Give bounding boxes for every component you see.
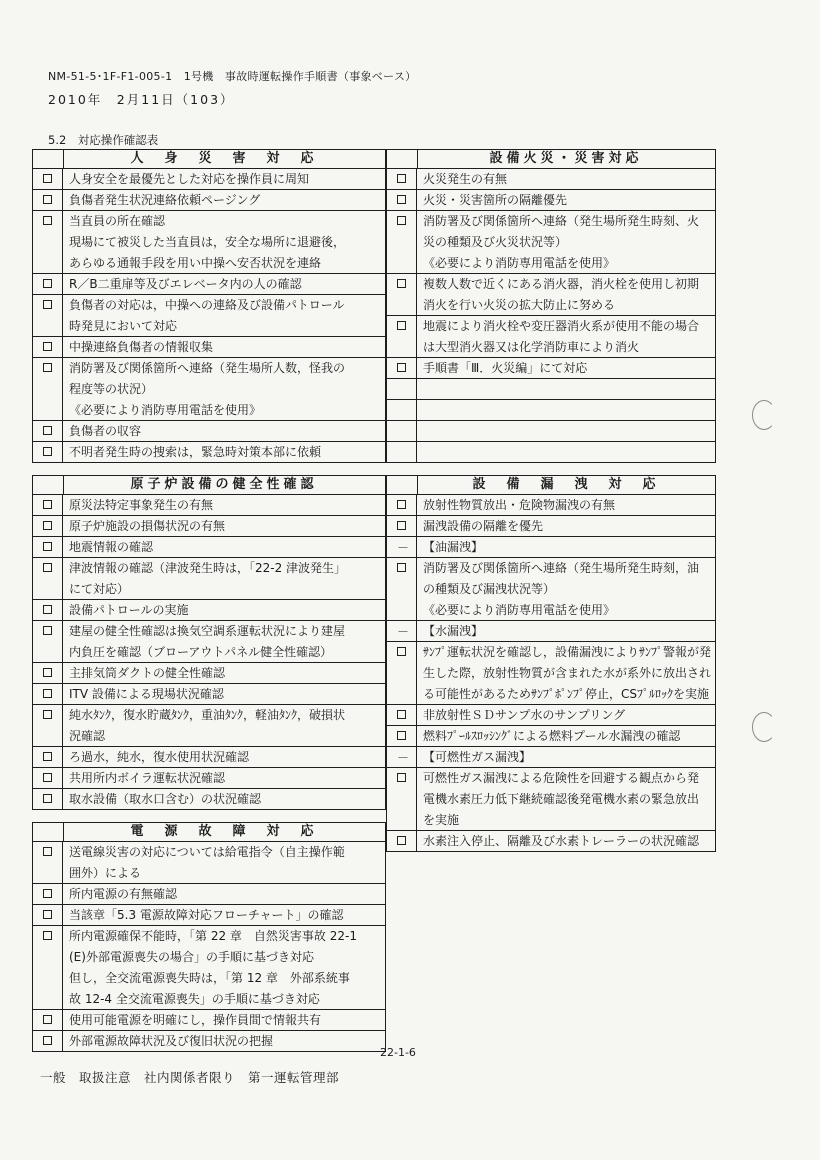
checklist-row [386,537,716,558]
checklist-item-text: 【油漏洩】 [423,540,484,554]
check-cell [387,442,417,462]
checkbox[interactable] [43,363,52,372]
checklist-item-text: 消防署及び関係箇所へ連絡（発生場所人数，怪我の [69,361,346,375]
checkbox[interactable] [43,710,52,719]
check-cell [387,211,417,273]
checklist-row [32,295,386,337]
binder-hole-bottom [752,712,776,742]
checklist-item-text: 可燃性ガス漏洩による危険性を回避する観点から発 [423,771,700,785]
checklist-row [386,211,716,274]
checklist-item-text: 負傷者の収容 [69,424,142,438]
checkbox[interactable] [43,195,52,204]
check-cell [387,705,417,725]
checklist-item-text: 手順書「Ⅲ．火災編」にて対応 [423,361,588,375]
checkbox[interactable] [43,216,52,225]
checklist-item-text: 負傷者発生状況連絡依頼ページング [69,193,261,207]
panel-title [386,475,716,495]
check-cell [33,190,63,210]
checklist-row [386,358,716,379]
checklist-item-text: 純水ﾀﾝｸ，復水貯蔵ﾀﾝｸ，重油ﾀﾝｸ，軽油ﾀﾝｸ，破損状 [69,708,346,722]
checklist-item-text: 地震により消火栓や変圧器消火系が使用不能の場合 [423,319,700,333]
check-cell [387,274,417,315]
check-cell [387,537,417,557]
checklist-item-text: あらゆる通報手段を用い中操へ安否状況を連絡 [69,256,322,270]
checkbox[interactable] [43,773,52,782]
checklist-row [386,747,716,768]
checklist-item-text: 漏洩設備の隔離を優先 [423,519,544,533]
checklist-row [386,379,716,400]
checkbox[interactable] [43,794,52,803]
checklist-row [32,516,386,537]
checklist-row [32,274,386,295]
checklist-row [32,789,386,810]
checklist-row [386,726,716,747]
checklist-item-text: 況確認 [69,729,106,743]
checklist-row [386,316,716,358]
check-cell [387,747,417,767]
checklist-row [32,600,386,621]
checklist-item-text: 消防署及び関係箇所へ連絡（発生場所発生時刻、火 [423,214,700,228]
checkbox[interactable] [43,447,52,456]
checkbox[interactable] [43,500,52,509]
check-column-header [387,150,418,168]
check-column-header [387,476,418,494]
checklist-row [386,516,716,537]
checklist-item-text: 外部電源故障状況及び復旧状況の把握 [69,1034,274,1048]
check-cell [33,516,63,536]
check-cell [33,558,63,599]
panel-title-text: 原子炉設備の健全性確認 [130,477,318,492]
checklist-row [32,684,386,705]
checklist-item-text: 使用可能電源を明確にし，操作員間で情報共有 [69,1013,322,1027]
checklist-item-text: 故 12-4 全交流電源喪失」の手順に基づき対応 [69,992,320,1006]
checkbox[interactable] [397,647,406,656]
checklist-row [386,768,716,831]
checkbox[interactable] [397,836,406,845]
checkbox[interactable] [397,731,406,740]
doc-header-id: NM-51-5･1F-F1-005-1 1号機 事故時運転操作手順書（事象ベース） [48,70,417,83]
checklist-item-text: 程度等の状況） [69,382,154,396]
checklist-item-text: 非放射性ＳＤサンプ水のサンプリング [423,708,626,722]
check-cell [33,684,63,704]
checklist-item-text: 取水設備（取水口含む）の状況確認 [69,792,262,806]
checklist-item-text: 燃料ﾌﾟｰﾙｽﾛｯｼﾝｸﾞによる燃料プール水漏洩の確認 [423,729,681,743]
checklist-item-text: 【水漏洩】 [423,624,484,638]
checkbox[interactable] [43,300,52,309]
checklist-item-text: 【可燃性ガス漏洩】 [423,750,532,764]
check-cell [33,211,63,273]
checklist-row [32,558,386,600]
checklist-row [32,495,386,516]
checkbox[interactable] [397,500,406,509]
checklist-row [32,1010,386,1031]
check-cell [387,379,417,399]
dash-mark: － [397,541,410,555]
checklist-item-text: 囲外）による [69,866,142,880]
check-cell [387,768,417,830]
checkbox[interactable] [397,521,406,530]
checklist-row [32,884,386,905]
checkbox[interactable] [397,710,406,719]
check-cell [387,400,417,420]
checklist-row [386,642,716,705]
check-cell [33,789,63,809]
checklist-item-text: R／B二重扉等及びエレベータ内の人の確認 [69,277,302,291]
checklist-item-text: 送電線災害の対応については給電指令（自主操作範 [69,845,345,859]
check-cell [33,442,63,462]
check-column-header [33,150,64,168]
panel-title [386,149,716,169]
checklist-item-text: (E)外部電源喪失の場合」の手順に基づき対応 [69,950,314,964]
checkbox[interactable] [43,668,52,677]
page-number: 22-1-6 [380,1046,416,1059]
checklist-item-text: 《必要により消防専用電話を使用》 [423,256,616,270]
checkbox[interactable] [43,1036,52,1045]
check-cell [33,274,63,294]
checklist-row [386,442,716,463]
checkbox[interactable] [397,216,406,225]
checklist-item-text: 不明者発生時の捜索は，緊急時対策本部に依頼 [69,445,322,459]
checkbox[interactable] [397,773,406,782]
panel-title [32,475,386,495]
checklist-row [386,621,716,642]
checkbox[interactable] [397,279,406,288]
checklist-item-text: 放射性物質放出・危険物漏洩の有無 [423,498,616,512]
check-cell [33,421,63,441]
checklist-item-text: 複数人数で近くにある消火器，消火栓を使用し初期 [423,277,700,291]
checklist-item-text: 電機水素圧力低下継続確認後発電機水素の緊急放出 [423,792,700,806]
panel-title-text: 電 源 故 障 対 応 [130,824,318,839]
check-cell [387,621,417,641]
checklist-row [32,442,386,463]
checklist-item-text: 消防署及び関係箇所へ連絡（発生場所発生時刻，油 [423,561,700,575]
checklist-row [32,842,386,884]
checklist-item-text: ｻﾝﾌﾟ運転状況を確認し，設備漏洩によりｻﾝﾌﾟ警報が発 [423,645,711,659]
binder-hole-top [752,400,776,430]
checklist-item-text: 《必要により消防専用電話を使用》 [69,403,262,417]
checklist-row [386,274,716,316]
checklist-item-text: 消火を行い火災の拡大防止に努める [423,298,616,312]
check-cell [33,926,63,1009]
checkbox[interactable] [43,931,52,940]
check-cell [387,316,417,357]
checklist-item-text: にて対応） [69,582,130,596]
footer-classification: 一般 取扱注意 社内関係者限り 第一運転管理部 [40,1070,340,1085]
checkbox[interactable] [397,363,406,372]
checkbox[interactable] [43,174,52,183]
checklist-row [32,169,386,190]
checklist-row [386,495,716,516]
dash-mark: － [397,751,410,765]
checklist-item-text: の種類及び漏洩状況等） [423,582,556,596]
checkbox[interactable] [43,279,52,288]
checklist-row [32,1031,386,1052]
check-cell [33,169,63,189]
check-cell [33,600,63,620]
check-cell [33,768,63,788]
checklist-item-text: 原子炉施設の損傷状況の有無 [69,519,226,533]
checkbox[interactable] [397,195,406,204]
checkbox[interactable] [43,542,52,551]
check-cell [33,358,63,420]
checklist-item-text: 所内電源の有無確認 [69,887,178,901]
checklist-item-text: 生した際，放射性物質が含まれた水が系外に放出され [423,666,711,680]
checklist-item-text: 共用所内ボイラ運転状況確認 [69,771,226,785]
checklist-row [32,926,386,1010]
check-column-header [33,476,64,494]
checklist-row [32,358,386,421]
checklist-item-text: 当該章「5.3 電源故障対応フローチャート」の確認 [69,908,344,922]
panel-title-text: 設 備 漏 洩 対 応 [472,477,660,492]
checkbox[interactable] [397,174,406,183]
checkbox[interactable] [43,426,52,435]
check-cell [33,495,63,515]
check-cell [33,747,63,767]
checklist-row [32,211,386,274]
panel-title-text: 人 身 災 害 対 応 [130,151,318,166]
checklist-item-text: 所内電源確保不能時，「第 22 章 自然災害事故 22-1 [69,929,357,943]
checkbox[interactable] [43,889,52,898]
checklist-item-text: ろ過水，純水，復水使用状況確認 [69,750,250,764]
checklist-row [386,421,716,442]
checkbox[interactable] [43,1015,52,1024]
doc-header-date: 2010年 2月11日（103） [48,92,235,107]
checklist-item-text: 火災発生の有無 [423,172,508,186]
check-cell [33,621,63,662]
check-column-header [33,823,64,841]
checklist-item-text: 水素注入停止、隔離及び水素トレーラーの状況確認 [423,834,700,848]
checklist-row [32,705,386,747]
checklist-item-text: 但し，全交流電源喪失時は，「第 12 章 外部系統事 [69,971,350,985]
checklist-item-text: 現場にて被災した当直員は，安全な場所に退避後， [69,235,346,249]
check-cell [387,495,417,515]
checklist-item-text: 主排気筒ダクトの健全性確認 [69,666,226,680]
checklist-row [32,747,386,768]
check-cell [387,421,417,441]
check-cell [33,295,63,336]
panel-title [32,822,386,842]
checkbox[interactable] [43,342,52,351]
checklist-row [386,831,716,852]
checklist-row [32,905,386,926]
checklist-row [386,169,716,190]
checklist-row [32,421,386,442]
check-cell [387,169,417,189]
checklist-row [32,337,386,358]
panel-title [32,149,386,169]
checkbox[interactable] [43,626,52,635]
checklist-item-text: 当直員の所在確認 [69,214,166,228]
checklist-item-text: 人身安全を最優先とした対応を操作員に周知 [69,172,310,186]
check-cell [33,337,63,357]
checklist-item-text: は大型消火器又は化学消防車により消火 [423,340,640,354]
checkbox[interactable] [43,521,52,530]
checklist-item-text: 建屋の健全性確認は換気空調系運転状況により建屋 [69,624,346,638]
checklist-item-text: 地震情報の確認 [69,540,154,554]
checklist-item-text: 中操連絡負傷者の情報収集 [69,340,214,354]
check-cell [387,831,417,851]
check-cell [33,905,63,925]
checkbox[interactable] [397,563,406,572]
check-cell [33,1031,63,1051]
checkbox[interactable] [43,910,52,919]
checklist-item-text: 設備パトロールの実施 [69,603,189,617]
checkbox[interactable] [43,847,52,856]
checklist-row [32,621,386,663]
checkbox[interactable] [397,321,406,330]
checklist-item-text: ITV 設備による現場状況確認 [69,687,224,701]
checkbox[interactable] [43,689,52,698]
checklist-item-text: 負傷者の対応は，中操への連絡及び設備パトロール [69,298,345,312]
checklist-item-text: 津波情報の確認（津波発生時は，「22-2 津波発生」 [69,561,347,575]
check-cell [387,190,417,210]
checkbox[interactable] [43,563,52,572]
check-cell [387,358,417,378]
checklist-item-text: 災の種類及び火災状況等） [423,235,568,249]
checklist-row [386,190,716,211]
check-cell [33,842,63,883]
panel-title-text: 設備火災・災害対応 [489,151,643,166]
checklist-item-text: 内負圧を確認（ブローアウトパネル健全性確認） [69,645,333,659]
checklist-item-text: る可能性があるためｻﾝﾌﾟﾎﾟﾝﾌﾟ停止，CSﾌﾟﾙﾛｯｸを実施 [423,687,709,701]
checklist-row [386,705,716,726]
section-title: 5.2 対応操作確認表 [48,133,159,147]
checkbox[interactable] [43,605,52,614]
checklist-row [32,190,386,211]
check-cell [33,884,63,904]
checklist-row [32,663,386,684]
check-cell [33,1010,63,1030]
checklist-item-text: 《必要により消防専用電話を使用》 [423,603,616,617]
check-cell [387,642,417,704]
check-cell [387,516,417,536]
check-cell [33,705,63,746]
checkbox[interactable] [43,752,52,761]
check-cell [33,537,63,557]
checklist-item-text: 時発見において対応 [69,319,178,333]
check-cell [387,558,417,620]
checklist-item-text: を実施 [423,813,460,827]
dash-mark: － [397,625,410,639]
check-cell [33,663,63,683]
checklist-row [32,537,386,558]
check-cell [387,726,417,746]
checklist-row [386,558,716,621]
checklist-row [32,768,386,789]
checklist-item-text: 原災法特定事象発生の有無 [69,498,214,512]
checklist-item-text: 火災・災害箇所の隔離優先 [423,193,568,207]
checklist-row [386,400,716,421]
